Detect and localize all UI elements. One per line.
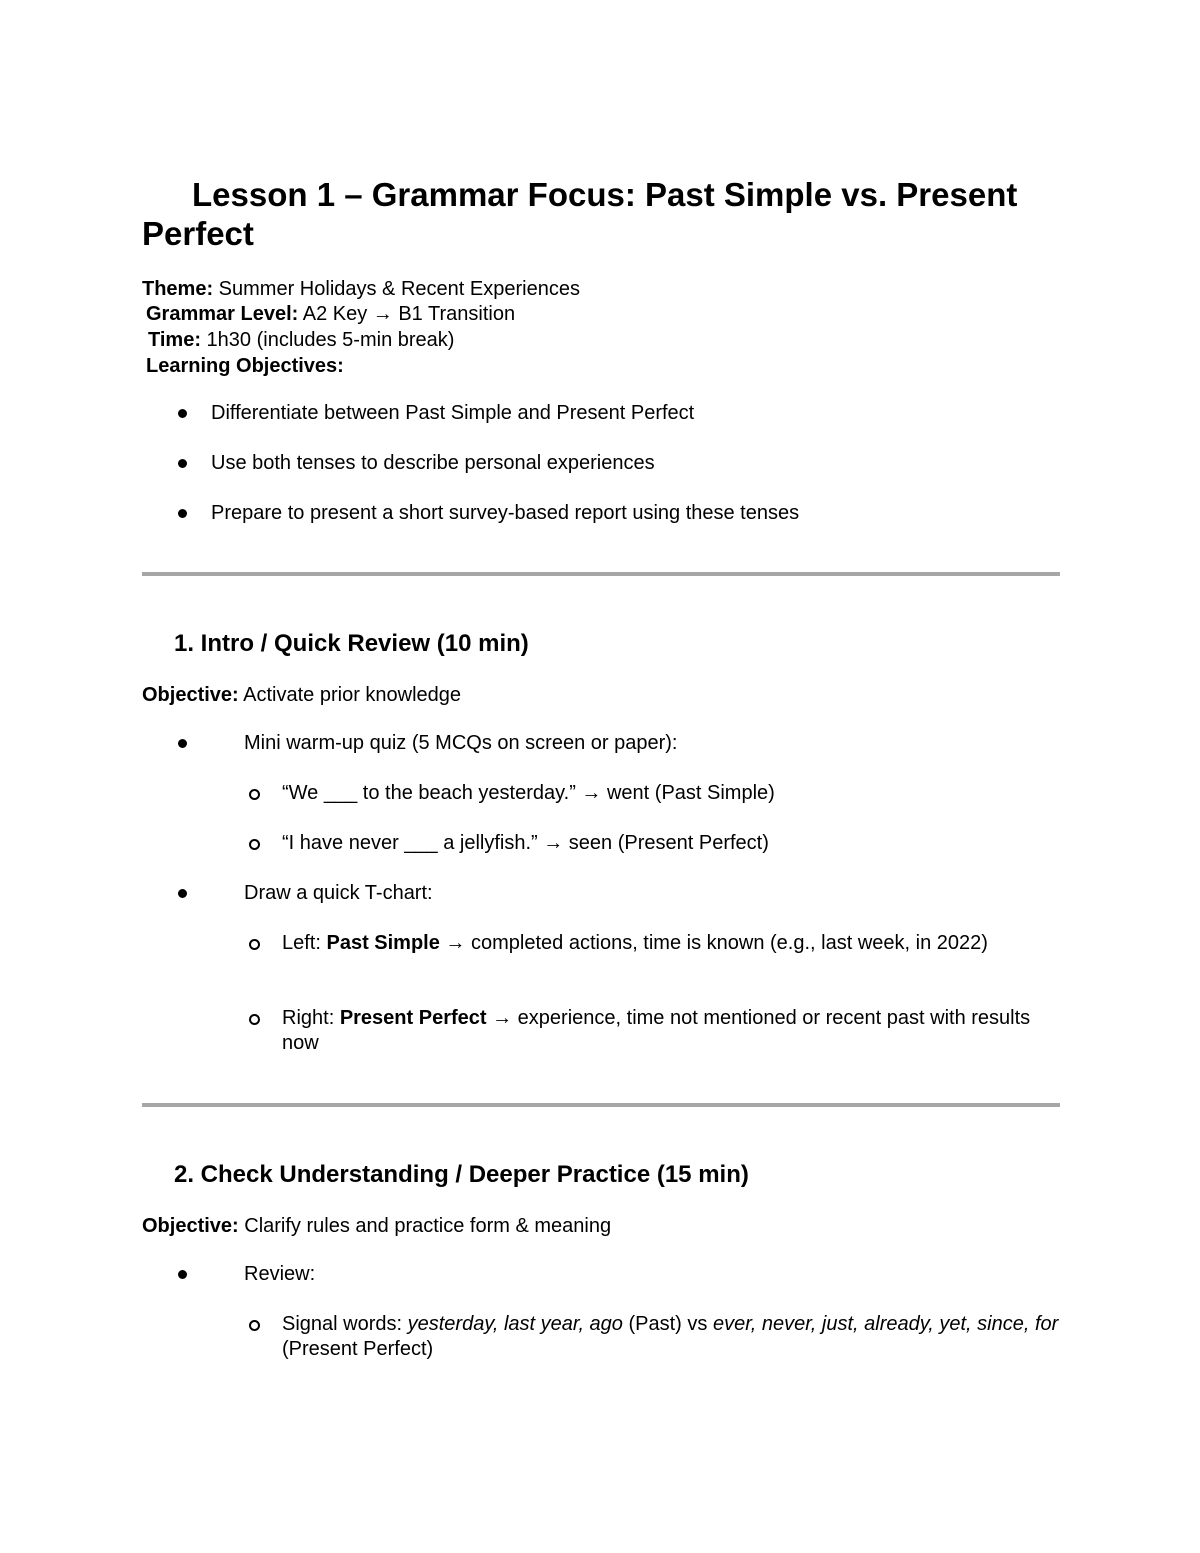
present-perfect-signal-words: ever, never, just, already, yet, since, for bbox=[712, 1313, 1059, 1335]
objective-label: Objective: bbox=[142, 1215, 239, 1237]
learning-objectives-heading bbox=[146, 353, 344, 379]
bullet-circle-icon bbox=[249, 939, 260, 950]
page-title: Lesson 1 – Grammar Focus: Past Simple vs. Present Perfect bbox=[142, 176, 1018, 252]
grammar-level-label: Grammar Level: bbox=[146, 303, 299, 325]
objective-value: Activate prior knowledge bbox=[238, 684, 462, 706]
theme-value: Summer Holidays & Recent Experiences bbox=[213, 278, 580, 300]
grammar-level-value: A2 Key → B1 Transition bbox=[298, 303, 516, 325]
bullet-circle-icon bbox=[249, 839, 260, 850]
theme-label: Theme: bbox=[142, 278, 214, 300]
bullet-circle-icon bbox=[249, 1014, 260, 1025]
past-signal-words: yesterday, last year, ago bbox=[407, 1313, 623, 1335]
time-label: Time: bbox=[148, 329, 201, 351]
t-chart-right-prefix: Right: bbox=[282, 1007, 340, 1029]
t-chart-right-desc: → experience, time not mentioned or recent past with results now bbox=[282, 1007, 1031, 1054]
objective-value: Clarify rules and practice form & meaning bbox=[238, 1215, 612, 1237]
bullet-dot-icon bbox=[178, 889, 187, 898]
bullet-dot-icon bbox=[178, 409, 187, 418]
list-item bbox=[282, 931, 1060, 956]
time-value: 1h30 (includes 5-min break) bbox=[200, 329, 455, 351]
t-chart-left-term: Past Simple bbox=[326, 932, 440, 954]
bullet-dot-icon bbox=[178, 509, 187, 518]
list-item: Differentiate between Past Simple and Present Perfect bbox=[211, 402, 695, 424]
section-2-heading: 2. Check Understanding / Deeper Practice (15 min) bbox=[174, 1161, 749, 1188]
time-line bbox=[148, 327, 454, 353]
bullet-dot-icon bbox=[178, 739, 187, 748]
list-item bbox=[282, 1006, 1060, 1056]
list-item: Review: bbox=[244, 1263, 316, 1285]
list-item: Use both tenses to describe personal experiences bbox=[211, 452, 655, 474]
t-chart-left-prefix: Left: bbox=[282, 932, 327, 954]
section-1-objective bbox=[142, 682, 461, 708]
bullet-dot-icon bbox=[178, 1270, 187, 1279]
list-item bbox=[282, 1312, 1060, 1362]
section-2-objective bbox=[142, 1213, 611, 1239]
list-item: “We ___ to the beach yesterday.” → went (Past Simple) bbox=[282, 782, 775, 804]
list-item: Mini warm-up quiz (5 MCQs on screen or paper): bbox=[244, 732, 678, 754]
bullet-circle-icon bbox=[249, 1320, 260, 1331]
bullet-circle-icon bbox=[249, 789, 260, 800]
signal-words-end: (Present Perfect) bbox=[282, 1338, 434, 1360]
bullet-dot-icon bbox=[178, 459, 187, 468]
signal-words-prefix: Signal words: bbox=[282, 1313, 408, 1335]
section-1-heading: 1. Intro / Quick Review (10 min) bbox=[174, 630, 529, 657]
t-chart-left-desc: → completed actions, time is known (e.g., last week, in 2022) bbox=[439, 932, 988, 954]
theme-line bbox=[142, 276, 580, 302]
learning-objectives-label: Learning Objectives: bbox=[146, 355, 344, 377]
horizontal-divider bbox=[142, 572, 1060, 576]
horizontal-divider bbox=[142, 1103, 1060, 1107]
list-item: Draw a quick T-chart: bbox=[244, 882, 433, 904]
grammar-level-line bbox=[146, 301, 515, 327]
t-chart-right-term: Present Perfect bbox=[339, 1007, 487, 1029]
signal-words-mid: (Past) vs bbox=[622, 1313, 713, 1335]
list-item: Prepare to present a short survey-based report using these tenses bbox=[211, 502, 800, 524]
list-item: “I have never ___ a jellyfish.” → seen (Present Perfect) bbox=[282, 832, 769, 854]
objective-label: Objective: bbox=[142, 684, 239, 706]
